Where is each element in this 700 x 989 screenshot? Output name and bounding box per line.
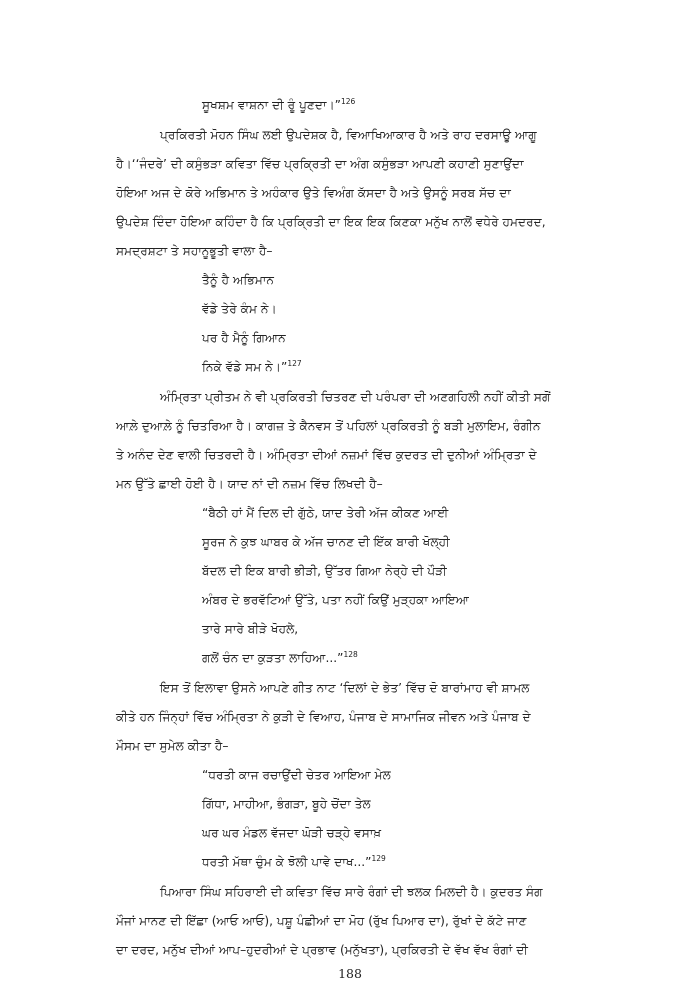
quote-line: ਸੂਖਸ਼ਮ ਵਾਸ਼ਨਾ ਦੀ ਰੂੰ ਪੂਣਦਾ।”$^{126}$ [202,97,356,112]
paragraph-line: ਉਪਦੇਸ਼ ਦਿੰਦਾ ਹੋਇਆ ਕਹਿੰਦਾ ਹੈ ਕਿ ਪ੍ਰਕ੍ਰਿਤੀ ਦਾ ਇਕ ਇਕ ਕਿਣਕਾ ਮਨੁੱਖ ਨਾਲੋਂ ਵਧੇਰੇ ਹਮਦਰਦ, [116,215,546,229]
verse-line: ਗਲੋਂ ਚੰਨ ਦਾ ਕੁੜਤਾ ਲਾਹਿਆ...”$^{128}$ [202,650,358,665]
verse-line: “ਧਰਤੀ ਕਾਜ ਰਚਾਉਂਦੀ ਚੇਤਰ ਆਇਆ ਮੇਲ [202,768,391,782]
verse-line: ਨਿਕੇ ਵੱਡੇ ਸਮ ਨੇ।”$^{127}$ [202,359,302,374]
paragraph-line: ਕੀਤੇ ਹਨ ਜਿੰਨ੍ਹਾਂ ਵਿੱਚ ਅੰਮ੍ਰਿਤਾ ਨੇ ਕੁੜੀ ਦੇ ਵਿਆਹ, ਪੰਜਾਬ ਦੇ ਸਾਮਾਜਿਕ ਜੀਵਨ ਅਤੇ ਪੰਜਾਬ ਦੇ [116,710,531,724]
paragraph-line: ਮਨ ਉੱਤੇ ਛਾਈ ਹੋਈ ਹੈ। ਯਾਦ ਨਾਂ ਦੀ ਨਜ਼ਮ ਵਿੱਚ ਲਿਖਦੀ ਹੈ– [116,477,383,491]
page-number: 188 [338,966,362,981]
verse-line: ਘਰ ਘਰ ਮੰਡਲ ਵੱਜਦਾ ਘੋੜੀ ਚੜ੍ਹੇ ਵਸਾਖ਼ [202,826,382,840]
footnote-ref: 129 [371,854,386,863]
verse-line: ਤਾਰੇ ਸਾਰੇ ਬੀੜੇ ਖੋਹਲੇ, [202,622,299,636]
verse-line: ਗਿੱਧਾ, ਮਾਹੀਆ, ਭੰਗੜਾ, ਬੂਹੇ ਚੋਂਦਾ ਤੇਲ [202,797,371,811]
verse-line: ਅੰਬਰ ਦੇ ਭਰਵੱਟਿਆਂ ਉੱਤੇ, ਪਤਾ ਨਹੀਂ ਕਿਉਂ ਮੁੜ੍ਹਕਾ ਆਇਆ [202,593,469,607]
footnote-ref: 126 [340,97,356,106]
footnote-ref: 127 [287,359,302,368]
verse-line: ਤੈਨੂੰ ਹੈ ਅਭਿਮਾਨ [202,273,274,287]
paragraph-line: ਪ੍ਰਕਿਰਤੀ ਮੋਹਨ ਸਿੰਘ ਲਈ ਉਪਦੇਸ਼ਕ ਹੈ, ਵਿਆਖਿਆਕਾਰ ਹੈ ਅਤੇ ਰਾਹ ਦਰਸਾਊ ਆਗੂ [160,128,537,142]
verse-line: ਬੱਦਲ ਦੀ ਇਕ ਬਾਰੀ ਭੀੜੀ, ਉੱਤਰ ਗਿਆ ਨੇਰ੍ਹੇ ਦੀ ਪੌੜੀ [202,564,447,578]
footnote-ref: 128 [343,650,358,659]
verse-line: ਸੂਰਜ ਨੇ ਕੁਝ ਘਾਬਰ ਕੇ ਅੱਜ ਚਾਨਣ ਦੀ ਇੱਕ ਬਾਰੀ ਖੋਲ੍ਹੀ [202,535,450,549]
paragraph-line: ਮੌਸਮ ਦਾ ਸੁਮੇਲ ਕੀਤਾ ਹੈ– [116,739,229,753]
paragraph-line: ਮੌਜਾਂ ਮਾਨਣ ਦੀ ਇੱਛਾ (ਆਓ ਆਓ), ਪਸ਼ੂ ਪੰਛੀਆਂ ਦਾ ਮੋਹ (ਰੁੱਖ ਪਿਆਰ ਦਾ), ਰੁੱਖਾਂ ਦੇ ਕੱਟੇ ਜਾਣ [116,914,527,928]
paragraph-line: ਸਮਦ੍ਰਸ਼ਟਾ ਤੇ ਸਹਾਨੂਭੂਤੀ ਵਾਲਾ ਹੈ– [116,244,273,258]
paragraph-line: ਦਾ ਦਰਦ, ਮਨੁੱਖ ਦੀਆਂ ਆਪ–ਹੁਦਰੀਆਂ ਦੇ ਪ੍ਰਭਾਵ (ਮਨੁੱਖਤਾ), ਪ੍ਰਕਿਰਤੀ ਦੇ ਵੱਖ ਵੱਖ ਰੰਗਾਂ ਦੀ [116,943,528,957]
paragraph-line: ਹੋਇਆ ਅਜ ਦੇ ਕੋਰੇ ਅਭਿਮਾਨ ਤੇ ਅਹੰਕਾਰ ਉਤੇ ਵਿਅੰਗ ਕੱਸਦਾ ਹੈ ਅਤੇ ਉਸਨੂੰ ਸਰਬ ਸੱਚ ਦਾ [116,186,511,200]
verse-line: ਵੱਡੇ ਤੇਰੇ ਕੰਮ ਨੇ। [202,302,277,316]
paragraph-line: ਆਲ਼ੇ ਦੁਆਲ਼ੇ ਨੂੰ ਚਿਤਰਿਆ ਹੈ। ਕਾਗਜ਼ ਤੇ ਕੈਨਵਸ ਤੋਂ ਪਹਿਲਾਂ ਪ੍ਰਕਿਰਤੀ ਨੂੰ ਬੜੀ ਮੁਲਾਇਮ, ਰੰਗੀਨ [116,419,541,433]
verse-line: ਧਰਤੀ ਮੱਥਾ ਚੁੰਮ ਕੇ ਝੋਲੀ ਪਾਵੇ ਦਾਖ...”$^{129}$ [202,854,386,869]
paragraph-line: ਤੇ ਅਨੰਦ ਦੇਣ ਵਾਲੀ ਚਿਤਰਦੀ ਹੈ। ਅੰਮ੍ਰਿਤਾ ਦੀਆਂ ਨਜ਼ਮਾਂ ਵਿੱਚ ਕੁਦਰਤ ਦੀ ਦੁਨੀਆਂ ਅੰਮ੍ਰਿਤਾ ਦੇ [116,448,537,462]
paragraph-line: ਅੰਮ੍ਰਿਤਾ ਪ੍ਰੀਤਮ ਨੇ ਵੀ ਪ੍ਰਕਿਰਤੀ ਚਿਤਰਣ ਦੀ ਪਰੰਪਰਾ ਦੀ ਅਣਗਹਿਲੀ ਨਹੀਂ ਕੀਤੀ ਸਗੋਂ [160,390,551,404]
verse-line: ਪਰ ਹੈ ਮੈਨੂੰ ਗਿਆਨ [202,331,286,345]
paragraph-line: ਪਿਆਰਾ ਸਿੰਘ ਸਹਿਰਾਈ ਦੀ ਕਵਿਤਾ ਵਿੱਚ ਸਾਰੇ ਰੰਗਾਂ ਦੀ ਝਲਕ ਮਿਲਦੀ ਹੈ। ਕੁਦਰਤ ਸੰਗ [160,885,543,899]
paragraph-line: ਇਸ ਤੋਂ ਇਲਾਵਾ ਉਸਨੇ ਆਪਣੇ ਗੀਤ ਨਾਟ ‘ਦਿਲਾਂ ਦੇ ਭੇਤ’ ਵਿੱਚ ਦੋ ਬਾਰਾਂਮਾਹ ਵੀ ਸ਼ਾਮਲ [160,681,530,695]
paragraph-line: ਹੈ।‘‘ਜੰਦਰੇ’ ਦੀ ਕਸੁੰਭੜਾ ਕਵਿਤਾ ਵਿੱਚ ਪ੍ਰਕ੍ਰਿਤੀ ਦਾ ਅੰਗ ਕਸੁੰਭੜਾ ਆਪਣੀ ਕਹਾਣੀ ਸੁਣਾਉਂਦਾ [116,157,524,171]
verse-line: “ਬੈਠੀ ਹਾਂ ਮੈਂ ਦਿਲ ਦੀ ਗੁੱਠੇ, ਯਾਦ ਤੇਰੀ ਅੱਜ ਕੀਕਣ ਆਈ [202,506,449,520]
